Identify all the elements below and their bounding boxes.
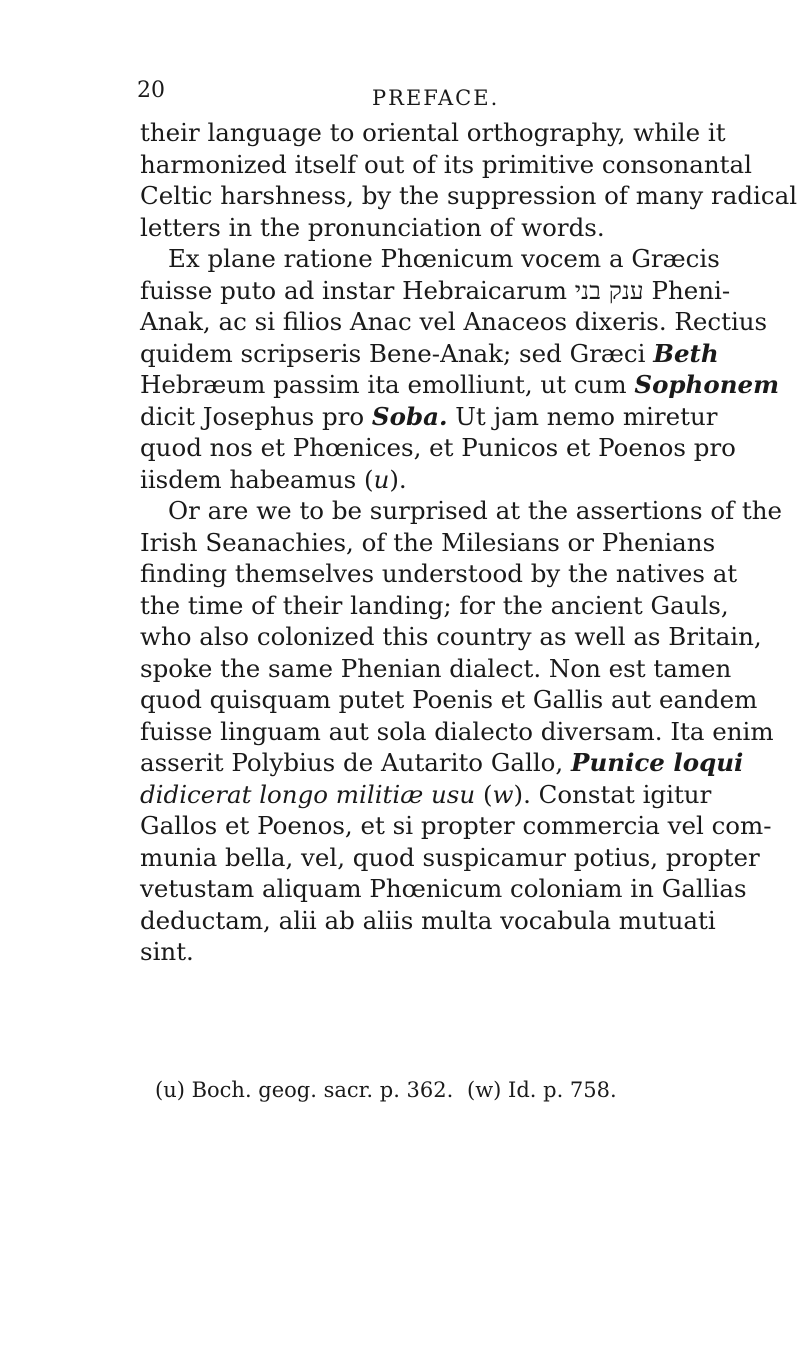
text-line: Ex plane ratione Phœnicum vocem a Græcis [168,244,720,273]
text-line: Celtic harshness, by the suppression of many radical [140,181,798,210]
text-line: Anak, ac si filios Anac vel Anaceos dixeris. Rectius [140,307,768,336]
italic-term: Beth [653,338,719,368]
italic-term: Punice loqui [571,748,744,777]
text-line [140,779,712,811]
text-segment: ). [389,464,407,494]
text-line: munia bella, vel, quod suspicamur potius, propter [140,842,760,872]
text-line: their language to oriental orthography, while it [140,118,726,147]
text-line: harmonized itself out of its primitive consonantal [140,149,752,179]
page-number: 20 [137,78,165,103]
text-segment: asserit Polybius de Autarito Gallo, [140,748,564,777]
text-line: fuisse linguam aut sola dialecto diversam. Ita enim [140,716,774,746]
text-line [140,747,744,779]
footnote-u: (u) Boch. geog. sacr. p. 362. [155,1078,454,1102]
text-line: sint. [140,937,194,966]
text-segment: Ut jam nemo miretur [455,401,718,431]
text-line: Gallos et Poenos, et si propter commercia vel com- [140,811,772,840]
text-line [140,369,780,401]
text-line: fuisse puto ad instar Hebraicarum ענק בני Pheni- [140,275,731,305]
text-line: vetustam aliquam Phœnicum coloniam in Gallias [140,874,747,903]
text-line: quod nos et Phœnices, et Punicos et Poenos pro [140,433,736,462]
text-line: the time of their landing; for the ancient Gauls, [140,590,729,620]
text-segment: quidem scripseris Bene-Anak; sed Græci [140,338,646,368]
text-line: deductam, alii ab aliis multa vocabula mutuati [140,905,716,935]
text-line: quod quisquam putet Poenis et Gallis aut eandem [140,685,758,714]
text-line [140,464,674,496]
text-segment: iisdem habeamus ( [140,464,374,494]
text-segment: Hebræum passim ita emolliunt, ut cum [140,370,627,399]
running-head: PREFACE. [372,86,500,110]
footnote-ref: u [373,464,390,494]
text-line [140,401,718,433]
italic-term: Sophonem [634,370,780,399]
text-segment: dicit Josephus pro [140,401,365,431]
italic-term: didicerat longo militiæ usu [140,779,476,809]
italic-term: Soba. [371,401,448,431]
text-line: Irish Seanachies, of the Milesians or Phenians [140,527,716,557]
text-segment: ). Constat igitur [513,779,712,809]
text-line: letters in the pronunciation of words. [140,212,605,242]
footnote-ref: w [492,779,514,809]
footnote-w: (w) Id. p. 758. [467,1078,617,1102]
text-line: finding themselves understood by the natives at [140,559,738,588]
text-line: spoke the same Phenian dialect. Non est tamen [140,653,732,683]
text-line [140,338,719,370]
text-line: Or are we to be surprised at the assertions of the [168,496,783,525]
text-line: who also colonized this country as well as Britain, [140,622,762,651]
text-segment: ( [482,779,493,809]
body-text [140,117,798,968]
